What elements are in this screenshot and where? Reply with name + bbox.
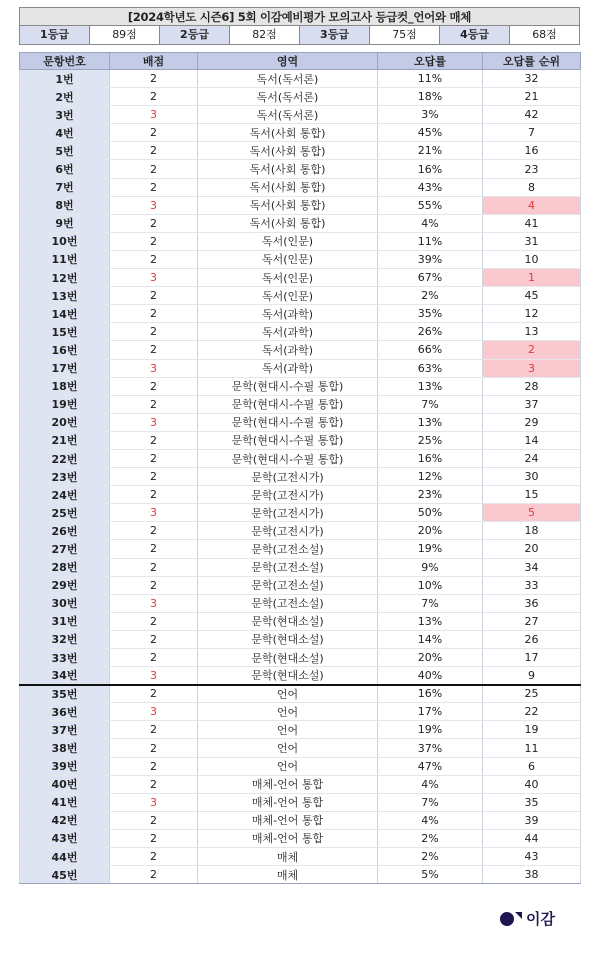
wrong-rate-cell: 7% xyxy=(378,594,483,612)
wrong-rank-cell: 1 xyxy=(483,269,581,287)
area-cell: 문학(고전소설) xyxy=(198,540,378,558)
area-cell: 독서(독서론) xyxy=(198,70,378,88)
area-cell: 독서(사회 통합) xyxy=(198,160,378,178)
wrong-rank-cell: 38 xyxy=(483,866,581,884)
wrong-rank-cell: 31 xyxy=(483,232,581,250)
wrong-rate-cell: 55% xyxy=(378,196,483,214)
wrong-rank-cell: 3 xyxy=(483,359,581,377)
question-number-cell: 33번 xyxy=(20,649,110,667)
points-cell: 2 xyxy=(110,341,198,359)
area-cell: 문학(고전시가) xyxy=(198,522,378,540)
wrong-rate-cell: 67% xyxy=(378,269,483,287)
wrong-rank-cell: 35 xyxy=(483,793,581,811)
table-row xyxy=(20,649,581,667)
area-cell: 문학(고전소설) xyxy=(198,576,378,594)
header-area: 영역 xyxy=(198,53,378,70)
logo-triangle-icon xyxy=(515,912,522,919)
table-row xyxy=(20,323,581,341)
question-number-cell: 44번 xyxy=(20,848,110,866)
wrong-rank-cell: 40 xyxy=(483,775,581,793)
area-cell: 독서(인문) xyxy=(198,269,378,287)
points-cell: 3 xyxy=(110,504,198,522)
points-cell: 2 xyxy=(110,739,198,757)
points-cell: 2 xyxy=(110,124,198,142)
question-number-cell: 34번 xyxy=(20,667,110,685)
wrong-rank-cell: 6 xyxy=(483,757,581,775)
points-cell: 2 xyxy=(110,232,198,250)
points-cell: 2 xyxy=(110,486,198,504)
table-row xyxy=(20,196,581,214)
wrong-rate-cell: 63% xyxy=(378,359,483,377)
points-cell: 3 xyxy=(110,667,198,685)
wrong-rank-cell: 25 xyxy=(483,685,581,703)
wrong-rate-cell: 13% xyxy=(378,612,483,630)
wrong-rank-cell: 44 xyxy=(483,829,581,847)
question-number-cell: 32번 xyxy=(20,630,110,648)
wrong-rank-cell: 21 xyxy=(483,88,581,106)
wrong-rank-cell: 27 xyxy=(483,612,581,630)
wrong-rank-cell: 33 xyxy=(483,576,581,594)
wrong-rank-cell: 15 xyxy=(483,486,581,504)
question-number-cell: 27번 xyxy=(20,540,110,558)
points-cell: 2 xyxy=(110,630,198,648)
points-cell: 2 xyxy=(110,160,198,178)
table-row xyxy=(20,468,581,486)
question-number-cell: 39번 xyxy=(20,757,110,775)
wrong-rate-cell: 2% xyxy=(378,848,483,866)
table-row xyxy=(20,793,581,811)
wrong-rate-cell: 5% xyxy=(378,866,483,884)
question-number-cell: 14번 xyxy=(20,305,110,323)
area-cell: 문학(고전시가) xyxy=(198,486,378,504)
question-number-cell: 9번 xyxy=(20,214,110,232)
wrong-rate-cell: 26% xyxy=(378,323,483,341)
wrong-rate-cell: 50% xyxy=(378,504,483,522)
wrong-rate-cell: 2% xyxy=(378,829,483,847)
question-number-cell: 5번 xyxy=(20,142,110,160)
grade-cuts-row xyxy=(20,26,579,44)
wrong-rate-cell: 4% xyxy=(378,214,483,232)
header-wrong-rank: 오답률 순위 xyxy=(483,53,581,70)
question-number-cell: 23번 xyxy=(20,468,110,486)
wrong-rank-cell: 42 xyxy=(483,106,581,124)
grade-cut-box xyxy=(19,7,580,45)
wrong-rank-cell: 14 xyxy=(483,431,581,449)
area-cell: 독서(독서론) xyxy=(198,106,378,124)
table-row xyxy=(20,829,581,847)
question-number-cell: 13번 xyxy=(20,287,110,305)
points-cell: 2 xyxy=(110,323,198,341)
wrong-rank-cell: 29 xyxy=(483,413,581,431)
wrong-rate-cell: 20% xyxy=(378,649,483,667)
points-cell: 2 xyxy=(110,287,198,305)
points-cell: 2 xyxy=(110,468,198,486)
wrong-rate-cell: 66% xyxy=(378,341,483,359)
points-cell: 3 xyxy=(110,413,198,431)
wrong-rate-cell: 10% xyxy=(378,576,483,594)
points-cell: 2 xyxy=(110,178,198,196)
area-cell: 문학(고전시가) xyxy=(198,504,378,522)
table-row xyxy=(20,214,581,232)
table-row xyxy=(20,413,581,431)
points-cell: 2 xyxy=(110,848,198,866)
header-question-number: 문항번호 xyxy=(20,53,110,70)
points-cell: 2 xyxy=(110,576,198,594)
wrong-rate-cell: 2% xyxy=(378,287,483,305)
wrong-rate-cell: 7% xyxy=(378,395,483,413)
table-row xyxy=(20,811,581,829)
table-row xyxy=(20,70,581,88)
points-cell: 2 xyxy=(110,866,198,884)
table-row xyxy=(20,685,581,703)
table-row xyxy=(20,359,581,377)
area-cell: 언어 xyxy=(198,739,378,757)
question-number-cell: 16번 xyxy=(20,341,110,359)
wrong-rate-cell: 11% xyxy=(378,232,483,250)
table-row xyxy=(20,395,581,413)
table-row xyxy=(20,106,581,124)
points-cell: 3 xyxy=(110,703,198,721)
question-number-cell: 19번 xyxy=(20,395,110,413)
question-table xyxy=(19,52,581,884)
wrong-rank-cell: 16 xyxy=(483,142,581,160)
question-number-cell: 24번 xyxy=(20,486,110,504)
table-row xyxy=(20,142,581,160)
table-row xyxy=(20,341,581,359)
area-cell: 독서(독서론) xyxy=(198,88,378,106)
points-cell: 2 xyxy=(110,811,198,829)
table-row xyxy=(20,377,581,395)
wrong-rank-cell: 13 xyxy=(483,323,581,341)
points-cell: 2 xyxy=(110,829,198,847)
wrong-rank-cell: 37 xyxy=(483,395,581,413)
wrong-rank-cell: 12 xyxy=(483,305,581,323)
wrong-rate-cell: 12% xyxy=(378,468,483,486)
question-number-cell: 29번 xyxy=(20,576,110,594)
wrong-rate-cell: 40% xyxy=(378,667,483,685)
table-row xyxy=(20,305,581,323)
page xyxy=(19,7,580,884)
area-cell: 문학(현대시-수필 통합) xyxy=(198,431,378,449)
area-cell: 문학(현대시-수필 통합) xyxy=(198,449,378,467)
question-number-cell: 17번 xyxy=(20,359,110,377)
wrong-rank-cell: 10 xyxy=(483,250,581,268)
table-row xyxy=(20,848,581,866)
wrong-rank-cell: 30 xyxy=(483,468,581,486)
table-row xyxy=(20,88,581,106)
wrong-rate-cell: 45% xyxy=(378,124,483,142)
wrong-rank-cell: 4 xyxy=(483,196,581,214)
wrong-rate-cell: 37% xyxy=(378,739,483,757)
wrong-rank-cell: 17 xyxy=(483,649,581,667)
table-row xyxy=(20,576,581,594)
question-number-cell: 20번 xyxy=(20,413,110,431)
brand-logo xyxy=(500,908,555,929)
wrong-rate-cell: 4% xyxy=(378,811,483,829)
points-cell: 3 xyxy=(110,793,198,811)
wrong-rate-cell: 9% xyxy=(378,558,483,576)
area-cell: 매체 xyxy=(198,848,378,866)
wrong-rank-cell: 22 xyxy=(483,703,581,721)
area-cell: 언어 xyxy=(198,685,378,703)
area-cell: 독서(과학) xyxy=(198,305,378,323)
wrong-rank-cell: 8 xyxy=(483,178,581,196)
area-cell: 독서(인문) xyxy=(198,232,378,250)
wrong-rank-cell: 28 xyxy=(483,377,581,395)
table-row xyxy=(20,269,581,287)
table-row xyxy=(20,667,581,685)
points-cell: 2 xyxy=(110,395,198,413)
question-number-cell: 2번 xyxy=(20,88,110,106)
area-cell: 매체-언어 통합 xyxy=(198,829,378,847)
area-cell: 문학(고전소설) xyxy=(198,594,378,612)
question-number-cell: 40번 xyxy=(20,775,110,793)
question-number-cell: 37번 xyxy=(20,721,110,739)
area-cell: 독서(과학) xyxy=(198,341,378,359)
points-cell: 2 xyxy=(110,449,198,467)
area-cell: 문학(현대시-수필 통합) xyxy=(198,413,378,431)
points-cell: 2 xyxy=(110,377,198,395)
points-cell: 2 xyxy=(110,612,198,630)
table-row xyxy=(20,232,581,250)
table-row xyxy=(20,703,581,721)
table-row xyxy=(20,757,581,775)
area-cell: 독서(과학) xyxy=(198,359,378,377)
table-row xyxy=(20,540,581,558)
grade-score: 75점 xyxy=(370,26,440,44)
question-number-cell: 21번 xyxy=(20,431,110,449)
question-number-cell: 8번 xyxy=(20,196,110,214)
area-cell: 언어 xyxy=(198,757,378,775)
points-cell: 2 xyxy=(110,250,198,268)
wrong-rate-cell: 17% xyxy=(378,703,483,721)
area-cell: 독서(과학) xyxy=(198,323,378,341)
area-cell: 문학(현대시-수필 통합) xyxy=(198,377,378,395)
question-number-cell: 38번 xyxy=(20,739,110,757)
wrong-rate-cell: 19% xyxy=(378,721,483,739)
table-row xyxy=(20,594,581,612)
wrong-rank-cell: 20 xyxy=(483,540,581,558)
table-row xyxy=(20,630,581,648)
wrong-rate-cell: 7% xyxy=(378,793,483,811)
grade-score: 82점 xyxy=(230,26,300,44)
points-cell: 2 xyxy=(110,214,198,232)
table-body xyxy=(20,70,581,884)
question-number-cell: 45번 xyxy=(20,866,110,884)
grade-score: 89점 xyxy=(90,26,160,44)
table-row xyxy=(20,504,581,522)
grade-label: 2등급 xyxy=(160,26,230,44)
table-row xyxy=(20,775,581,793)
wrong-rate-cell: 21% xyxy=(378,142,483,160)
question-number-cell: 1번 xyxy=(20,70,110,88)
grade-label: 4등급 xyxy=(440,26,510,44)
points-cell: 2 xyxy=(110,540,198,558)
points-cell: 2 xyxy=(110,721,198,739)
table-row xyxy=(20,558,581,576)
question-number-cell: 28번 xyxy=(20,558,110,576)
question-number-cell: 11번 xyxy=(20,250,110,268)
question-number-cell: 35번 xyxy=(20,685,110,703)
wrong-rate-cell: 3% xyxy=(378,106,483,124)
wrong-rank-cell: 43 xyxy=(483,848,581,866)
wrong-rank-cell: 23 xyxy=(483,160,581,178)
table-row xyxy=(20,287,581,305)
question-number-cell: 12번 xyxy=(20,269,110,287)
table-row xyxy=(20,739,581,757)
wrong-rank-cell: 2 xyxy=(483,341,581,359)
wrong-rate-cell: 20% xyxy=(378,522,483,540)
grade-label: 3등급 xyxy=(300,26,370,44)
table-header-row xyxy=(20,53,581,70)
header-wrong-rate: 오답률 xyxy=(378,53,483,70)
question-number-cell: 43번 xyxy=(20,829,110,847)
points-cell: 3 xyxy=(110,594,198,612)
wrong-rate-cell: 11% xyxy=(378,70,483,88)
wrong-rate-cell: 39% xyxy=(378,250,483,268)
wrong-rate-cell: 16% xyxy=(378,160,483,178)
wrong-rate-cell: 35% xyxy=(378,305,483,323)
table-row xyxy=(20,449,581,467)
table-row xyxy=(20,612,581,630)
question-number-cell: 41번 xyxy=(20,793,110,811)
area-cell: 독서(사회 통합) xyxy=(198,178,378,196)
wrong-rate-cell: 4% xyxy=(378,775,483,793)
wrong-rate-cell: 47% xyxy=(378,757,483,775)
area-cell: 문학(현대소설) xyxy=(198,667,378,685)
wrong-rank-cell: 36 xyxy=(483,594,581,612)
page-title: [2024학년도 시즌6] 5회 이감예비평가 모의고사 등급컷_언어와 매체 xyxy=(20,8,579,26)
area-cell: 독서(사회 통합) xyxy=(198,142,378,160)
wrong-rate-cell: 18% xyxy=(378,88,483,106)
table-row xyxy=(20,721,581,739)
question-number-cell: 22번 xyxy=(20,449,110,467)
wrong-rank-cell: 39 xyxy=(483,811,581,829)
question-number-cell: 18번 xyxy=(20,377,110,395)
points-cell: 2 xyxy=(110,70,198,88)
area-cell: 문학(현대소설) xyxy=(198,630,378,648)
points-cell: 2 xyxy=(110,431,198,449)
question-number-cell: 31번 xyxy=(20,612,110,630)
question-number-cell: 30번 xyxy=(20,594,110,612)
question-number-cell: 3번 xyxy=(20,106,110,124)
area-cell: 문학(현대소설) xyxy=(198,612,378,630)
wrong-rate-cell: 23% xyxy=(378,486,483,504)
wrong-rate-cell: 13% xyxy=(378,413,483,431)
points-cell: 2 xyxy=(110,142,198,160)
wrong-rate-cell: 16% xyxy=(378,449,483,467)
question-number-cell: 7번 xyxy=(20,178,110,196)
table-row xyxy=(20,178,581,196)
table-row xyxy=(20,866,581,884)
grade-score: 68점 xyxy=(532,28,557,41)
points-cell: 2 xyxy=(110,775,198,793)
points-cell: 3 xyxy=(110,269,198,287)
points-cell: 2 xyxy=(110,685,198,703)
wrong-rate-cell: 25% xyxy=(378,431,483,449)
area-cell: 문학(현대소설) xyxy=(198,649,378,667)
grade-label: 1등급 xyxy=(20,26,90,44)
area-cell: 독서(사회 통합) xyxy=(198,196,378,214)
points-cell: 3 xyxy=(110,196,198,214)
points-cell: 3 xyxy=(110,106,198,124)
area-cell: 독서(사회 통합) xyxy=(198,214,378,232)
wrong-rank-cell: 18 xyxy=(483,522,581,540)
area-cell: 독서(사회 통합) xyxy=(198,124,378,142)
question-number-cell: 26번 xyxy=(20,522,110,540)
question-number-cell: 42번 xyxy=(20,811,110,829)
wrong-rank-cell: 32 xyxy=(483,70,581,88)
question-number-cell: 10번 xyxy=(20,232,110,250)
wrong-rank-cell: 11 xyxy=(483,739,581,757)
area-cell: 매체-언어 통합 xyxy=(198,775,378,793)
circle-triangle-logo-icon xyxy=(500,912,514,926)
wrong-rank-cell: 7 xyxy=(483,124,581,142)
question-number-cell: 4번 xyxy=(20,124,110,142)
wrong-rank-cell: 9 xyxy=(483,667,581,685)
wrong-rank-cell: 26 xyxy=(483,630,581,648)
wrong-rank-cell: 45 xyxy=(483,287,581,305)
wrong-rate-cell: 19% xyxy=(378,540,483,558)
area-cell: 문학(현대시-수필 통합) xyxy=(198,395,378,413)
wrong-rate-cell: 14% xyxy=(378,630,483,648)
points-cell: 3 xyxy=(110,359,198,377)
wrong-rate-cell: 43% xyxy=(378,178,483,196)
table-row xyxy=(20,431,581,449)
question-number-cell: 15번 xyxy=(20,323,110,341)
area-cell: 언어 xyxy=(198,703,378,721)
wrong-rate-cell: 13% xyxy=(378,377,483,395)
area-cell: 독서(인문) xyxy=(198,250,378,268)
wrong-rank-cell: 24 xyxy=(483,449,581,467)
wrong-rank-cell: 34 xyxy=(483,558,581,576)
table-row xyxy=(20,486,581,504)
wrong-rank-cell: 41 xyxy=(483,214,581,232)
points-cell: 2 xyxy=(110,305,198,323)
wrong-rank-cell: 5 xyxy=(483,504,581,522)
area-cell: 매체-언어 통합 xyxy=(198,793,378,811)
logo-text: 이감 xyxy=(526,910,555,928)
question-number-cell: 25번 xyxy=(20,504,110,522)
table-row xyxy=(20,124,581,142)
header-points: 배점 xyxy=(110,53,198,70)
wrong-rate-cell: 16% xyxy=(378,685,483,703)
area-cell: 문학(고전소설) xyxy=(198,558,378,576)
points-cell: 2 xyxy=(110,522,198,540)
area-cell: 문학(고전시가) xyxy=(198,468,378,486)
points-cell: 2 xyxy=(110,757,198,775)
question-number-cell: 6번 xyxy=(20,160,110,178)
area-cell: 매체-언어 통합 xyxy=(198,811,378,829)
area-cell: 매체 xyxy=(198,866,378,884)
area-cell: 독서(인문) xyxy=(198,287,378,305)
area-cell: 언어 xyxy=(198,721,378,739)
points-cell: 2 xyxy=(110,558,198,576)
table-row xyxy=(20,250,581,268)
question-number-cell: 36번 xyxy=(20,703,110,721)
points-cell: 2 xyxy=(110,649,198,667)
wrong-rank-cell: 19 xyxy=(483,721,581,739)
table-row xyxy=(20,160,581,178)
points-cell: 2 xyxy=(110,88,198,106)
table-row xyxy=(20,522,581,540)
